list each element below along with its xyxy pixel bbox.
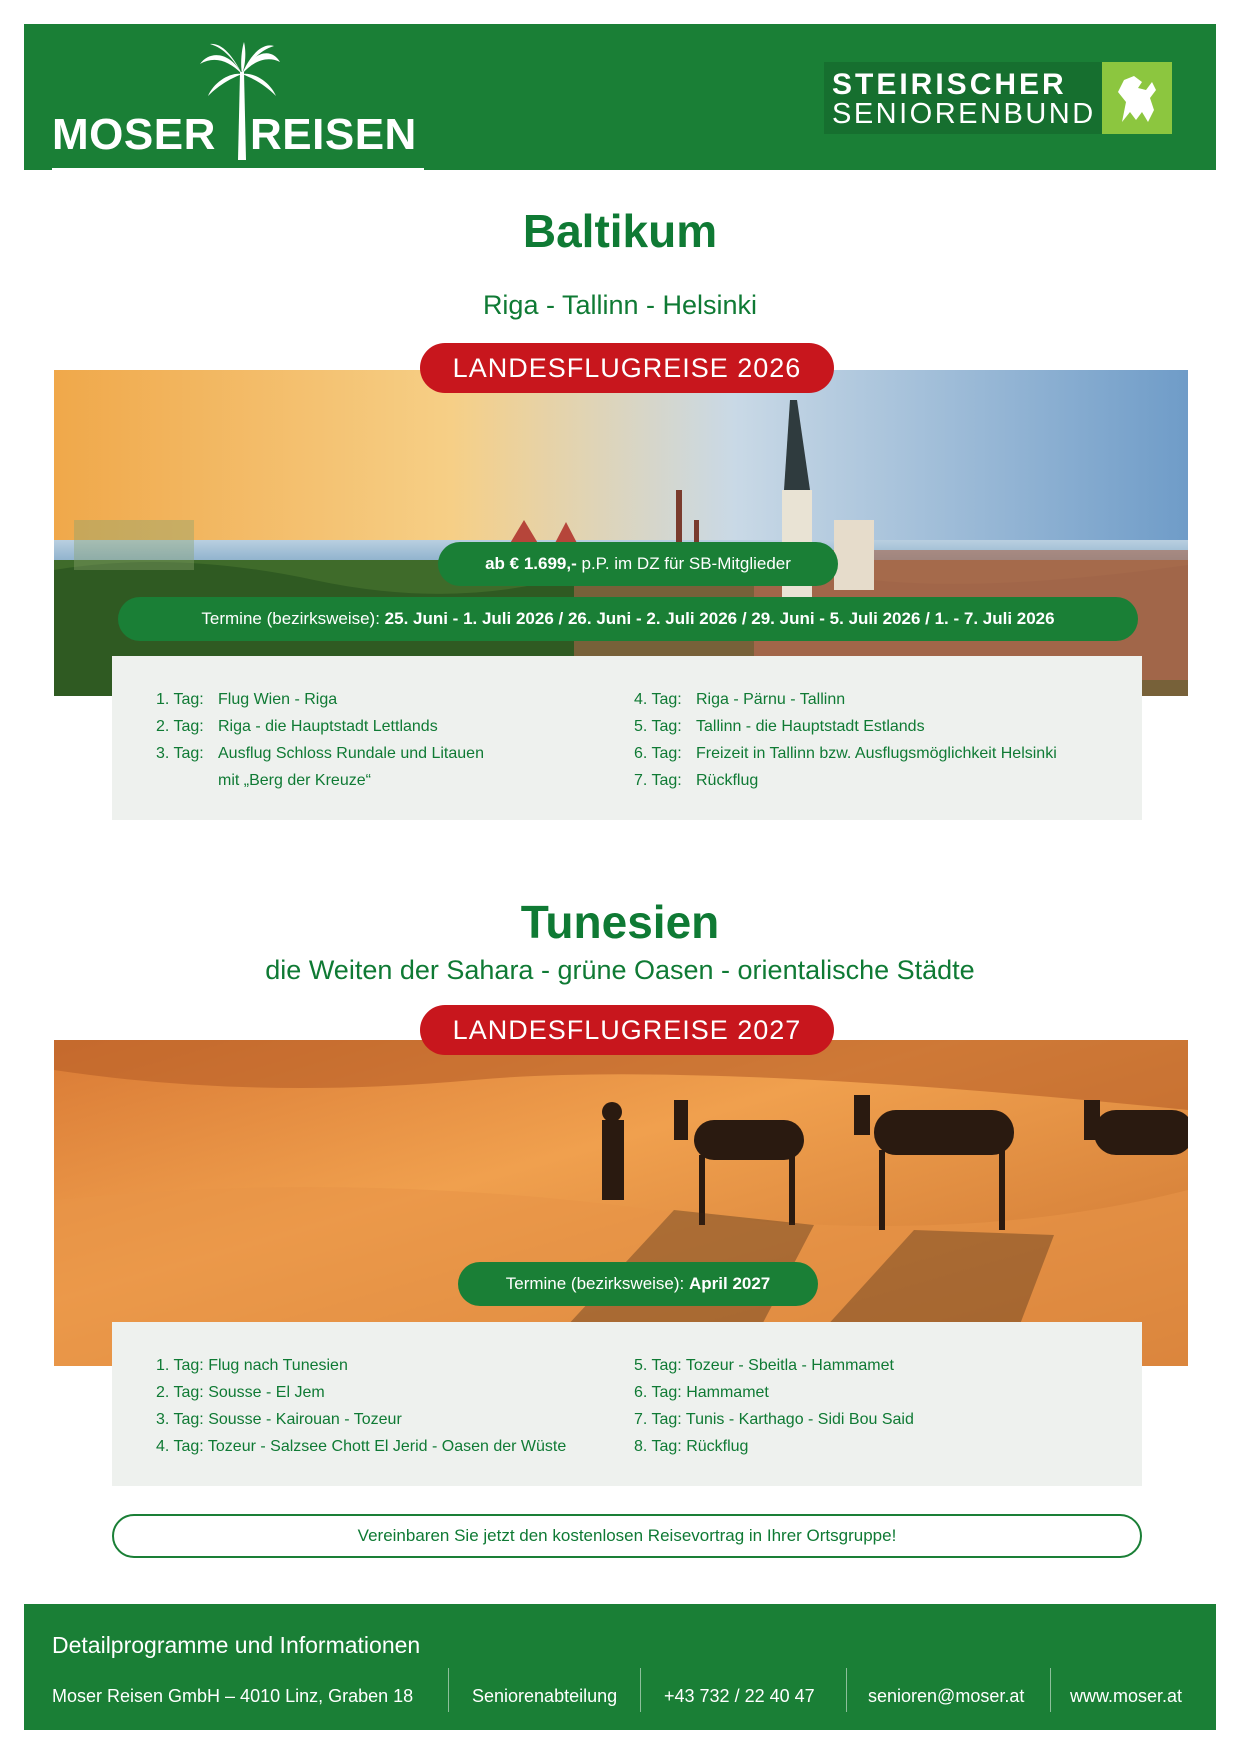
tallinn-skyline-photo [54,370,1188,696]
list-item: 2. Tag: Riga - die Hauptstadt Lettlands [156,718,438,735]
list-item: 4. Tag: Riga - Pärnu - Tallinn [634,691,846,708]
trip2-subtitle: die Weiten der Sahara - grüne Oasen - orientalische Städte [265,955,975,985]
footer-divider [846,1668,847,1712]
trip1-price-pill [438,542,838,586]
list-item: 1. Tag: Flug Wien - Riga [156,691,338,708]
trip1-price-rest: p.P. im DZ für SB-Mitglieder [576,554,791,573]
list-item: 4. Tag: Tozeur - Salzsee Chott El Jerid - Oasen der Wüste [156,1438,567,1455]
trip1-itinerary-left [156,686,484,794]
list-item: 6. Tag: Freizeit in Tallinn bzw. Ausflugsmöglichkeit Helsinki [634,745,1057,762]
footer-title: Detailprogramme und Informationen [52,1632,421,1658]
footer-divider [1050,1668,1051,1712]
trip1-dates-pill [118,597,1138,641]
trip1-price-bold: ab € 1.699,- [485,554,577,573]
header-bar [24,24,1216,170]
footer-phone[interactable]: +43 732 / 22 40 47 [664,1686,815,1706]
list-item: 7. Tag: Tunis - Karthago - Sidi Bou Said [634,1411,914,1428]
travel-talk-cta: Vereinbaren Sie jetzt den kostenlosen Reisevortrag in Ihrer Ortsgruppe! [112,1514,1142,1558]
moser-reisen-logo [52,42,422,162]
trip2-dates-pill [458,1262,818,1306]
logo-underline [52,168,424,171]
seniorenbund-line1: STEIRISCHER [832,68,1067,101]
list-item: 5. Tag: Tozeur - Sbeitla - Hammamet [634,1357,894,1374]
panther-shield-icon [1102,62,1172,134]
trip1-dates-value: 25. Juni - 1. Juli 2026 / 26. Juni - 2. Juli 2026 / 29. Juni - 5. Juli 2026 / 1. - 7. Juli 2026 [384,609,1055,628]
trip1-dates-label: Termine (bezirksweise): [201,609,385,628]
footer-bar [24,1604,1216,1730]
seniorenbund-line2: SENIORENBUND [832,98,1096,130]
list-item: 3. Tag: Ausflug Schloss Rundale und Litauen [156,745,484,762]
logo-word-moser: MOSER [52,110,216,159]
list-item: 3. Tag: Sousse - Kairouan - Tozeur [156,1411,402,1428]
list-item: 5. Tag: Tallinn - die Hauptstadt Estlands [634,718,925,735]
logo-word-reisen: REISEN [250,110,417,159]
footer-email[interactable]: senioren@moser.at [868,1686,1025,1706]
footer-divider [448,1668,449,1712]
footer-divider [640,1668,641,1712]
trip2-itinerary-left [156,1352,566,1460]
trip1-badge: LANDESFLUGREISE 2026 [420,343,834,393]
trip1-subtitle: Riga - Tallinn - Helsinki [482,290,758,320]
trip1-itinerary-right [634,686,1057,794]
list-item: 1. Tag: Flug nach Tunesien [156,1357,348,1374]
footer-department: Seniorenabteilung [472,1686,618,1706]
trip2-title: Tunesien [520,896,720,948]
footer-website[interactable]: www.moser.at [1070,1686,1183,1706]
list-item: 6. Tag: Hammamet [634,1384,769,1401]
trip1-itinerary-box [112,656,1142,820]
trip2-badge: LANDESFLUGREISE 2027 [420,1005,834,1055]
trip1-title: Baltikum [522,205,718,257]
trip2-itinerary-right [634,1352,914,1460]
sahara-camels-photo [54,1040,1188,1366]
trip2-itinerary-box [112,1322,1142,1486]
list-item: 2. Tag: Sousse - El Jem [156,1384,325,1401]
trip2-dates-label: Termine (bezirksweise): [505,1274,689,1293]
list-item: 8. Tag: Rückflug [634,1438,749,1455]
seniorenbund-logo [824,62,1172,134]
footer-company: Moser Reisen GmbH – 4010 Linz, Graben 18 [52,1686,414,1706]
list-item: 7. Tag: Rückflug [634,772,759,789]
list-item: mit „Berg der Kreuze“ [218,772,371,789]
trip2-dates-value: April 2027 [689,1274,771,1293]
